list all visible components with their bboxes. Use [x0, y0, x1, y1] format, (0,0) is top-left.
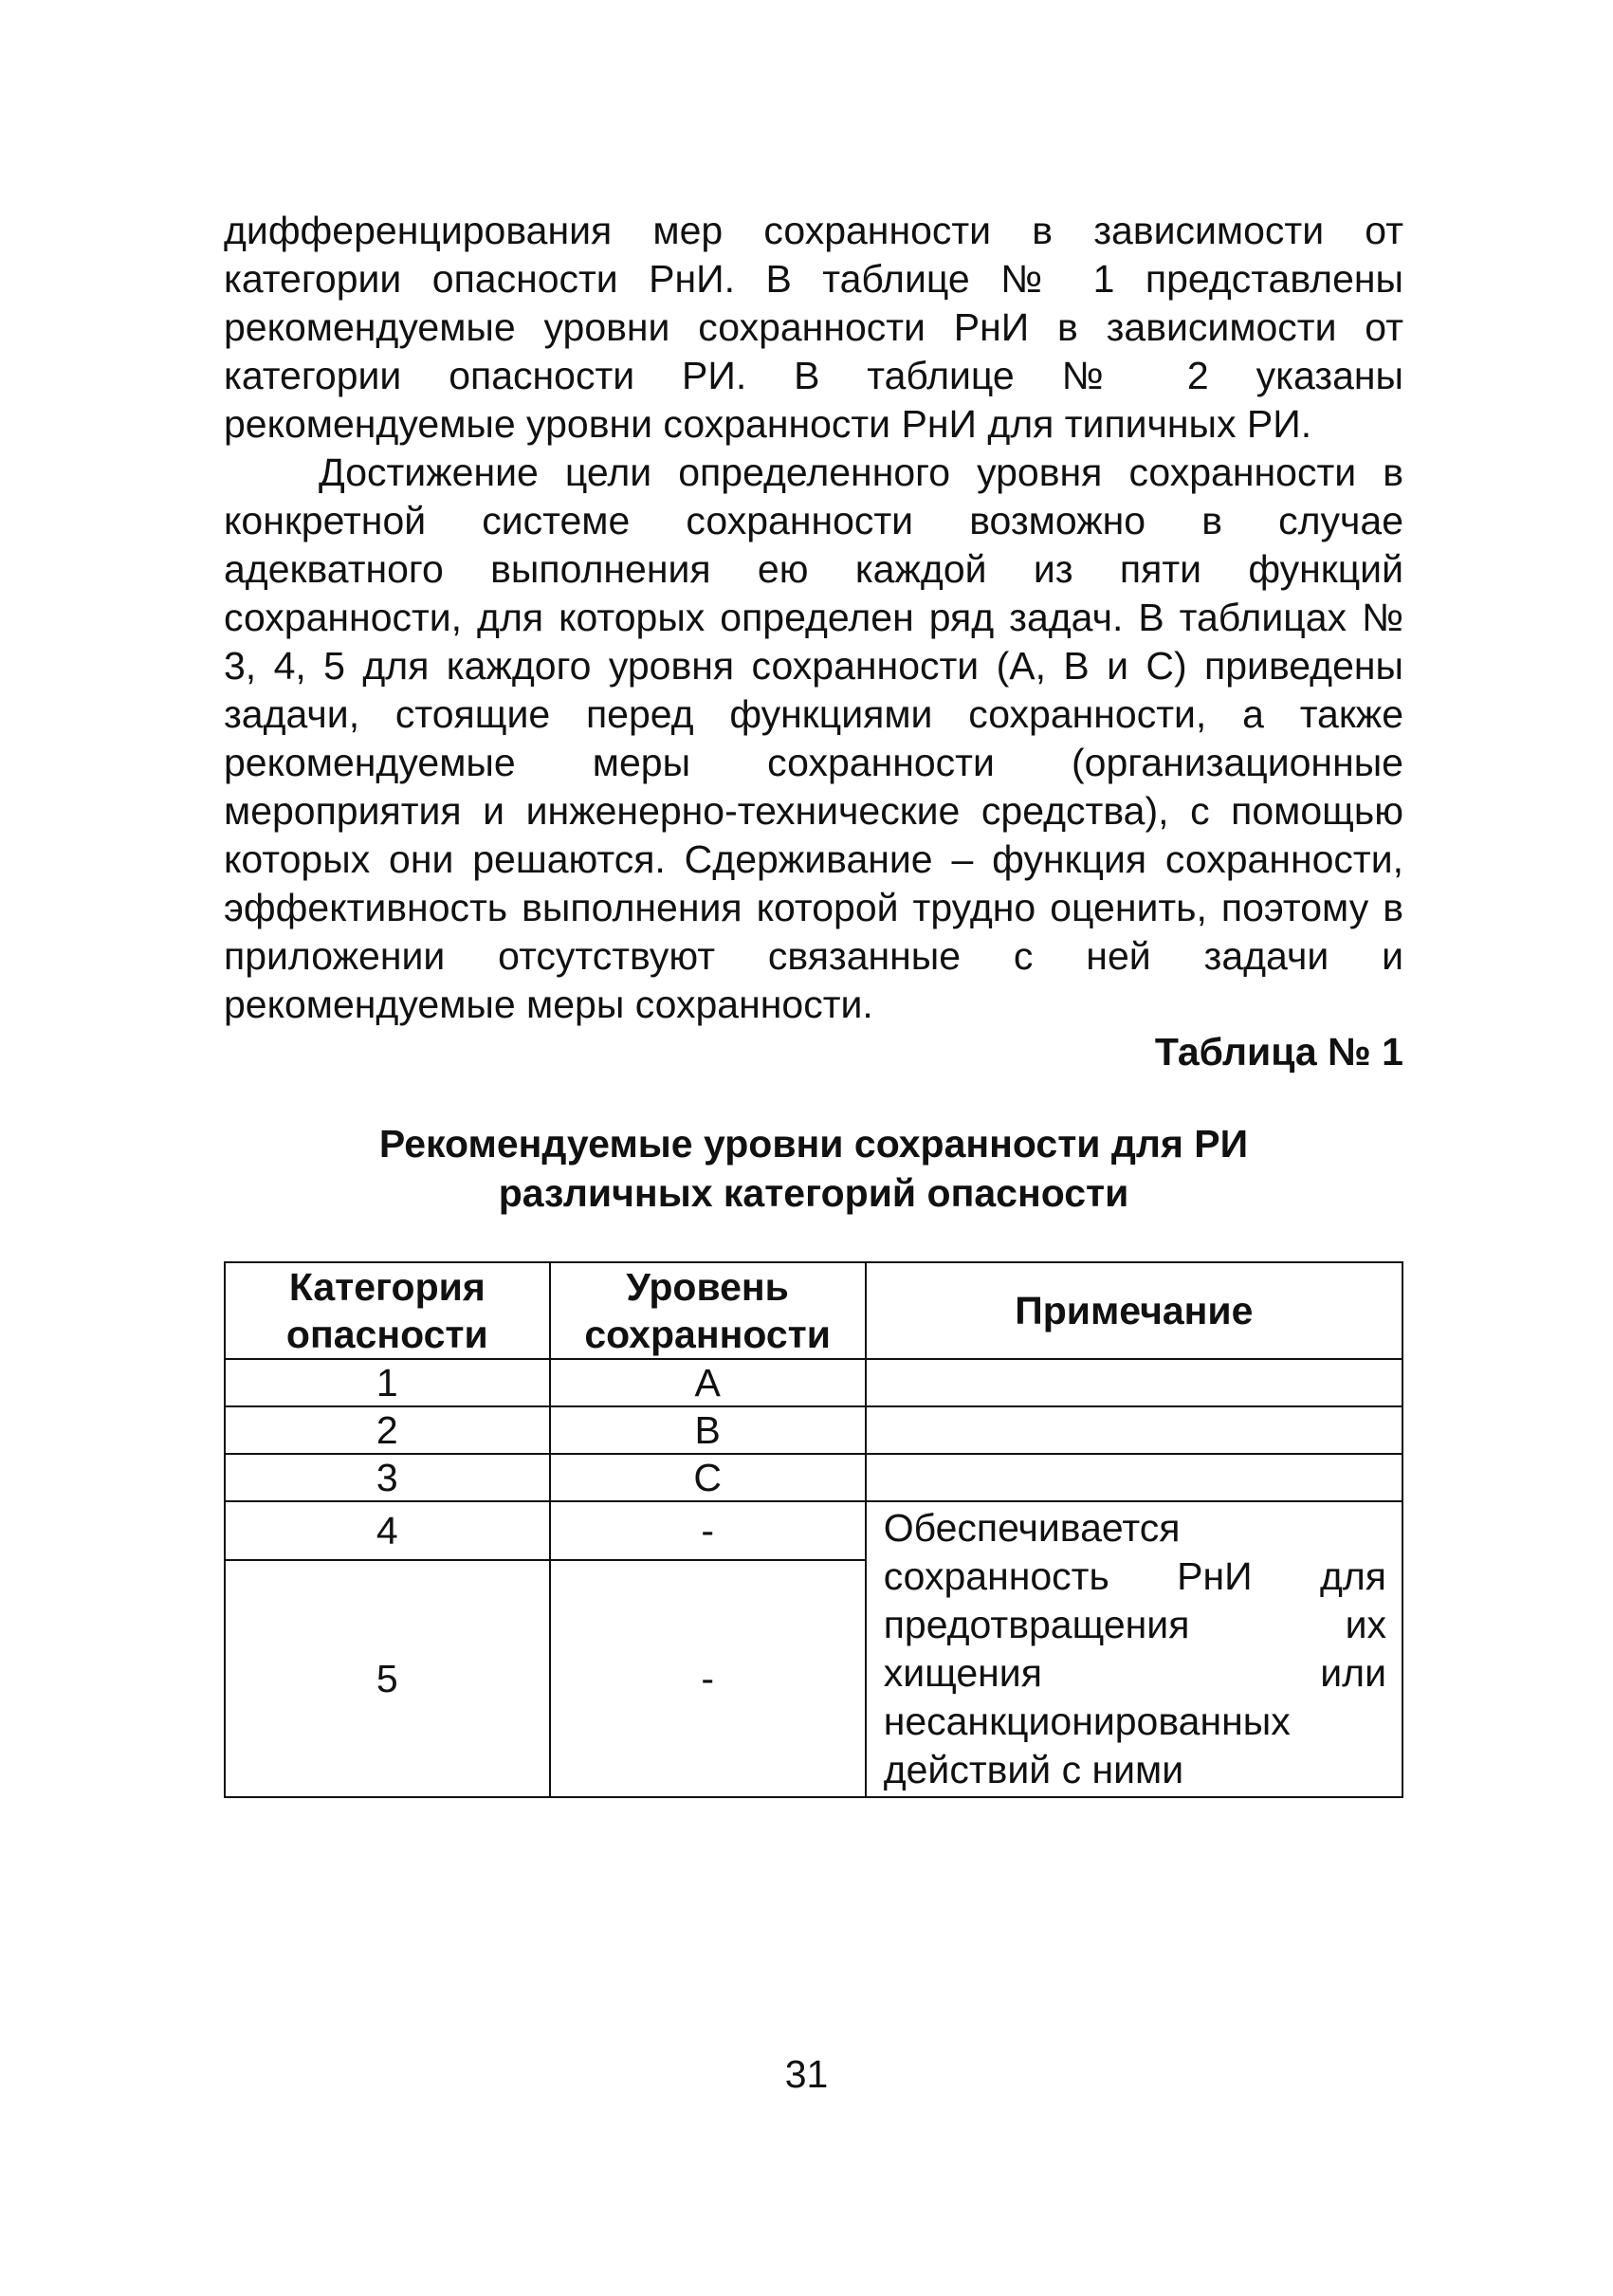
paragraph-2: [224, 449, 1403, 1029]
table-row: [225, 1406, 1402, 1454]
table-caption: [224, 1119, 1403, 1218]
cell-level: С: [550, 1454, 866, 1501]
page-number: 31: [784, 2052, 829, 2096]
header-level: [550, 1262, 866, 1359]
cell-category: 2: [225, 1406, 550, 1454]
table-caption-line-1: Рекомендуемые уровни сохранности для РИ: [378, 1122, 1249, 1166]
cell-category: 1: [225, 1359, 550, 1406]
table-row: [225, 1501, 1402, 1560]
table-caption-line-2: различных категорий опасности: [498, 1171, 1129, 1215]
table-row: [225, 1454, 1402, 1501]
table-label: Таблица № 1: [1154, 1030, 1403, 1074]
cell-category: 5: [225, 1560, 550, 1797]
header-level-line-2: сохранности: [584, 1313, 831, 1356]
cell-note-empty: [866, 1454, 1402, 1501]
header-category-line-1: Категория: [288, 1265, 486, 1309]
paragraph-2-text: Достижение цели определенного уровня сохранности в конкретной системе сохранности возможно в случае адекватного выполнения ею каждой из пяти функций сохранности, для которых определен ряд задач. В таблицах № 3, 4, 5 для каждого уровня сохранности (А, В и С) приведены задачи, стоящие перед функциями сохранности, а также рекомендуемые меры сохранности (организационные мероприятия и инженерно-технические средства), с помощью которых они решаются. Сдерживание – функция сохранности, эффективность выполнения которой трудно оценить, поэтому в приложении отсутствуют связанные с ней задачи и рекомендуемые меры сохранности.: [224, 450, 1403, 1026]
cell-level: А: [550, 1359, 866, 1406]
cell-note-empty: [866, 1406, 1402, 1454]
paragraph-1: [224, 207, 1403, 449]
table-row: [225, 1359, 1402, 1406]
cell-level: -: [550, 1501, 866, 1560]
cell-level: В: [550, 1406, 866, 1454]
header-level-line-1: Уровень: [626, 1265, 789, 1309]
cell-level: -: [550, 1560, 866, 1797]
table-header-row: [225, 1262, 1402, 1359]
security-levels-table: [224, 1261, 1403, 1798]
header-category: [225, 1262, 550, 1359]
cell-category: 4: [225, 1501, 550, 1560]
cell-note-empty: [866, 1359, 1402, 1406]
cell-category: 3: [225, 1454, 550, 1501]
header-category-line-2: опасности: [285, 1313, 488, 1356]
paragraph-1-text: дифференцирования мер сохранности в зависимости от категории опасности РнИ. В таблице № 1 представлены рекомендуемые уровни сохранности РнИ в зависимости от категории опасности РИ. В таблице № 2 указаны рекомендуемые уровни сохранности РнИ для типичных РИ.: [224, 209, 1403, 446]
cell-note-merged: Обеспечивается сохранность РнИ для предотвращения их хищения или несанкционированных действий с ними: [866, 1501, 1402, 1797]
header-note: Примечание: [866, 1262, 1402, 1359]
